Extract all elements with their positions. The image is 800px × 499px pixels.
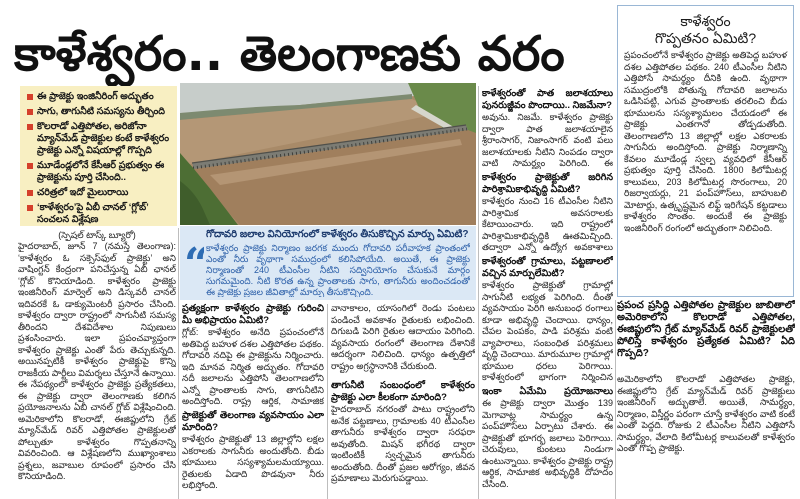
question-heading: కాళేశ్వరం ప్రాజెక్టుతో జరిగిన పారిశ్రామికాభివృద్ధి ఏమిటి?: [482, 172, 613, 195]
caption-answer: కాళేశ్వరం ప్రాజెక్టు నిర్మాణం జరగక ముందు గోదావరి పరీవాహక ప్రాంతంలో ఎంతో నీరు వృథాగా సముద్రంలో కలిసిపోయేది. అయితే, ఈ ప్రాజెక్టు నిర్మాణంతో 240 టీఎంసీల నీటిని సద్వినియోగం చేసుకునే మార్గం సుగమమైంది. నీటి కొరత ఉన్న ప్రాంతాలకు సాగు, తాగునీరు అందించడంతో ఈ ప్రాజెక్టు ప్రజల జీవితాల్లో మార్పు తీసుకొచ్చింది.: [206, 243, 470, 297]
answer-text: వానాకాలం, యాసంగిలో రెండు పంటలు పండించే అవకాశం రైతులకు లభించింది. దిగుబడి పెరిగి రైతుల ఆదాయం పెరిగింది. వ్యవసాయ రంగంలో తెలంగాణ దేశానికే ఆదర్శంగా నిలిచింది. ధాన్యం ఉత్పత్తిలో రాష్ట్రం అగ్రస్థానానికి చేరుకుంది.: [331, 303, 475, 371]
highlight-text: సాగు, తాగునీటి సమస్యను తీర్చింది: [37, 106, 165, 117]
question-heading: తాగునీటి సంబంధంలో కాళేశ్వరం ప్రాజెక్టు ఎలా కీలకంగా మారింది?: [331, 380, 475, 403]
lead-body: ‘కాళేశ్వరం ఓ సక్సెస్‌ఫుల్ ప్రాజెక్టు’ అని వాషింగ్టన్ కేంద్రంగా పనిచేస్తున్న ఏబీ ఛానల్ ‘గ్లోబ్’ కొనియాడింది. కాళేశ్వరం ప్రాజెక్టు ఇంజినీరింగ్ మార్వెల్ అని డిస్కవరీ చానల్ ఇదివరకే ఓ డాక్యుమెంటరీ ప్రసారం చేసింది. కాళేశ్వరం ద్వారా రాష్ట్రంలో సాగునీటి సమస్య తీరిందని దేశవిదేశాల నిపుణులు ప్రశంసించారు. ఇలా ప్రపంచవ్యాప్తంగా కాళేశ్వరం ప్రాజెక్టు ఎంతో పేరు తెచ్చుకున్నది. అయినప్పటికీ కాళేశ్వరం ప్రాజెక్టుపై కొన్ని రాజకీయ పార్టీలు విమర్శలు చేస్తూనే ఉన్నాయి. ఈ నేపథ్యంలో కాళేశ్వరం ప్రాజెక్టు ప్రత్యేకతలు, ఈ ప్రాజెక్టు ద్వారా తెలంగాణకు కలిగిన ప్రయోజనాలను ఏబీ చానల్ గ్లోబ్ విశ్లేషించింది. అమెరికాలోని కొలరాడో, ఈజిప్టులోని గ్రేట్ మ్యాన్‌మేడ్ రివర్ ఎత్తిపోతల ప్రాజెక్టులతో పోల్చుతూ కాళేశ్వరం గొప్పతనాన్ని వివరించింది. ఆ విశ్లేషణలోని ముఖ్యాంశాలు ప్రశ్నలు, జవాబుల రూపంలో ప్రసారం చేసి కొనియాడింది.: [18, 252, 176, 481]
highlight-item: [26, 121, 172, 157]
sidebar-box: [617, 5, 794, 297]
sidebar-question: ప్రపంచ ప్రసిద్ధి ఎత్తిపోతల ప్రాజెక్టుల జాబితాలో అమెరికాలోని కొలరాడో ఎత్తిపోతల, ఈజిప్టులోని గ్రేట్ మ్యాన్‌మేడ్ రివర్ ప్రాజెక్టులతో పోలిస్తే కాళేశ్వరం ప్రత్యేకత ఏమిటి? ఏది గొప్పది?: [617, 300, 795, 359]
lead-column: [18, 229, 176, 499]
highlight-text: మూడేండ్లలోనే కేసీఆర్ ప్రభుత్వం ఈ ప్రాజెక్టును పూర్తి చేసింది..: [37, 160, 165, 183]
dateline: హైదరాబాద్, జూన్ 7 (నమస్తే తెలంగాణ):: [18, 241, 176, 251]
answer-text: గ్లోబ్: కాళేశ్వరం అనేది ప్రపంచంలోనే అతిపెద్ద బహుళ దశల ఎత్తిపోతల పథకం. గోదావరి నదిపై ఈ ప్రాజెక్టును నిర్మించారు. ఇది మానవ నిర్మిత అద్భుతం. గోదావరి నదీ జలాలను ఎత్తిపోసి తెలంగాణలోని ఎన్నో ప్రాంతాలకు సాగు, తాగునీటిని అందిస్తోంది. రాష్ట్ర ఆర్థిక, సామాజిక: [182, 327, 324, 406]
question-heading: ప్రాజెక్టుతో తెలంగాణ వ్యవసాయం ఎలా మారింది?: [182, 410, 324, 433]
barrage-photo-graphic: [180, 83, 476, 225]
question-heading: కాళేశ్వరంతో గ్రామాలు, పట్టణాలలో వచ్చిన మార్పులేమిటి?: [482, 256, 613, 279]
answer-text: కాళేశ్వరం ప్రాజెక్టుతో గ్రామాల్లో సాగునీటి లభ్యత పెరిగింది. దీంతో వ్యవసాయం పెరిగి అనుబంధ రంగాలు కూడా అభివృద్ధి చెందాయి. ధాన్యం, చేపల పెంపకం, పాడి పరిశ్రమ వంటి వ్యాపారాలు, సంబంధిత పరిశ్రమలు వృద్ధి చెందాయి. మారుమూల గ్రామాల్లో భూముల ధరలు పెరిగాయి. కాళేశ్వరంలో భాగంగా నిర్మించిన: [482, 280, 613, 382]
byline: (స్పెషల్ టాస్క్ బ్యూరో): [58, 230, 136, 240]
highlight-item: [26, 160, 172, 184]
column-rule: [478, 86, 479, 499]
highlight-text: కొలరాడో ఎత్తిపోతల, అరిజోనా మ్యాన్‌మేడ్ ప్రాజెక్టుల కంటే కాళేశ్వరం ప్రాజెక్టు ఎన్నో విషయాల్లో గొప్పది: [37, 121, 170, 156]
answer-text: హైదరాబాద్ నగరంతో పాటు రాష్ట్రంలోని అనేక పట్టణాలు, గ్రామాలకు 40 టీఎంసీల తాగునీరు కాళేశ్వరం ద్వారా సరఫరా అవుతోంది. మిషన్ భగీరథ ద్వారా ఇంటింటికీ స్వచ్ఛమైన తాగునీరు అందుతోంది. దీంతో ప్రజల ఆరోగ్యం, జీవన ప్రమాణాలు మెరుగుపడ్డాయి.: [331, 404, 475, 483]
highlight-item: [26, 91, 172, 103]
sidebar-title: [618, 6, 793, 50]
quote-open-icon: [184, 240, 204, 274]
sidebar-body: ప్రపంచంలోనే కాళేశ్వరం ప్రాజెక్టు అతిపెద్ద బహుళ దశల ఎత్తిపోతల పథకం. 240 టీఎంసీల నీటిని ఎత్తిపోసే సామర్థ్యం దీనికి ఉంది. వృథాగా సముద్రంలోకి పోతున్న గోదావరి జలాలను ఒడిసిపట్టి, ఎగువ ప్రాంతాలకు తరలించి బీడు భూములను సస్యశ్యామలం చేయడంలో ఈ ప్రాజెక్టు ఎంతగానో తోడ్పడుతోంది. తెలంగాణలోని 13 జిల్లాల్లో లక్షల ఎకరాలకు సాగునీరు అందిస్తోంది. ప్రాజెక్టు నిర్మాణాన్ని కేవలం మూడేండ్ల స్వల్ప వ్యవధిలో కేసీఆర్ ప్రభుత్వం పూర్తి చేసింది. 1800 కిలోమీటర్ల కాలువలు, 203 కిలోమీటర్ల సొరంగాలు, 20 రిజర్వాయర్లు, 21 పంప్‌హౌస్‌లు, బాహుబలి మోటార్లు, ఉత్కృష్టమైన లిఫ్ట్ ఇరిగేషన్ కట్టడాలు కాళేశ్వరం సొంతం. అందుకే ఈ ప్రాజెక్టు ఇంజినీరింగ్ రంగంలో అద్భుతంగా నిలిచింది.: [624, 50, 787, 233]
highlight-text: చరిత్రలో ఇదో మైలురాయి: [37, 187, 129, 198]
sidebar-title-line: కాళేశ్వరం: [680, 13, 731, 29]
answer-text: ఈ ప్రాజెక్టు ద్వారా మొత్తం 139 మెగావాట్ల సామర్థ్యం ఉన్న పంప్‌హౌస్‌లు ఏర్పాటు చేశారు. ఈ ప్రాజెక్టుతో భూగర్భ జలాలు పెరిగాయి. చెరువులు, కుంటలు నిండుగా ఉంటున్నాయి. కాళేశ్వరం ప్రాజెక్టు రాష్ట్ర ఆర్థిక, సామాజిక అభివృద్ధికి దోహదం చేసింది.: [482, 398, 613, 489]
answer-text: కాళేశ్వరం ప్రాజెక్టుతో 13 జిల్లాల్లోని లక్షల ఎకరాలకు సాగునీరు అందుతోంది. బీడు భూములు సస్యశ్యామలమయ్యాయి. రైతులకు ఏడాది పొడవునా నీరు లభిస్తోంది.: [182, 434, 324, 490]
question-heading: కాళేశ్వరంతో పాత జలాశయాలు పునరుజ్జీవం పొందాయి.. నిజమేనా?: [482, 88, 613, 111]
highlight-text: ‘కాళేశ్వరం’పై ఏబీ చానల్ ‘గ్లోబ్’ సంచలన విశ్లేషణ: [37, 202, 149, 225]
square-bullet-icon: [27, 124, 33, 130]
qa-column-c: [482, 88, 613, 499]
qa-column-a: [182, 303, 324, 499]
square-bullet-icon: [27, 109, 33, 115]
barrage-photo: [180, 83, 476, 225]
photo-caption: [180, 226, 476, 300]
highlight-text: ఈ ప్రాజెక్టు ఇంజినీరింగ్ అద్భుతం: [37, 91, 154, 102]
answer-text: కాళేశ్వరం నుంచి 16 టీఎంసీల నీటిని పారిశ్రామిక అవసరాలకు కేటాయించారు. ఇది రాష్ట్రంలో పారిశ్రామికాభివృద్ధికి ఊతమిచ్చింది. తద్వారా ఎన్నో ఉద్యోగ అవకాశాలు: [482, 196, 613, 252]
column-rule: [615, 300, 616, 499]
highlight-item: [26, 202, 172, 226]
highlight-item: [26, 106, 172, 118]
qa-column-b: [331, 303, 475, 499]
square-bullet-icon: [27, 190, 33, 196]
column-rule: [327, 304, 328, 499]
highlight-item: [26, 187, 172, 199]
sidebar-answer: అమెరికాలోని కొలరాడో ఎత్తిపోతల ప్రాజెక్టు, ఈజిప్టులోని గ్రేట్ మ్యాన్‌మేడ్ రివర్ ప్రాజెక్టులు ఇంజినీరింగ్ అద్భుతాలే. అయితే, సామర్థ్యం, నిర్మాణం, విస్తీర్ణం పరంగా చూస్తే కాళేశ్వరం వాటి కంటే ఎంతో పెద్దది. రోజుకు 2 టీఎంసీల నీటిని ఎత్తిపోసే సామర్థ్యం, వేలాది కిలోమీటర్ల కాలువలతో కాళేశ్వరం ఎంతో గొప్ప ప్రాజెక్టు.: [617, 374, 795, 453]
sidebar-title-line: గొప్పతనం ఏమిటి?: [654, 30, 757, 46]
caption-question: గోదావరి జలాల వినియోగంలో కాళేశ్వరం తీసుకొచ్చిన మార్పు ఏమిటి?: [206, 229, 469, 240]
square-bullet-icon: [27, 94, 33, 100]
answer-text: అవును. నిజమే. కాళేశ్వరం ప్రాజెక్టు ద్వారా పాత జలాశయాలైన శ్రీరాంసాగర్, నిజాంసాగర్ వంటి పలు జలాశయాలకు నీటిని నింపడం ద్వారా వాటి సామర్థ్యం పెరిగింది. ఈ: [482, 112, 613, 168]
square-bullet-icon: [27, 163, 33, 169]
column-rule: [178, 228, 179, 499]
highlights-list: [26, 91, 172, 226]
page-headline: కాళేశ్వరం.. తెలంగాణకు వరం: [14, 26, 565, 82]
question-heading: ప్రత్యక్షంగా కాళేశ్వరం ప్రాజెక్టు గురించి మీ అభిప్రాయం ఏమిటి?: [182, 303, 324, 326]
question-heading: ఇంకా ఏమేమి ప్రయోజనాలు: [482, 386, 613, 397]
square-bullet-icon: [27, 205, 33, 211]
highlights-box: [20, 86, 177, 226]
